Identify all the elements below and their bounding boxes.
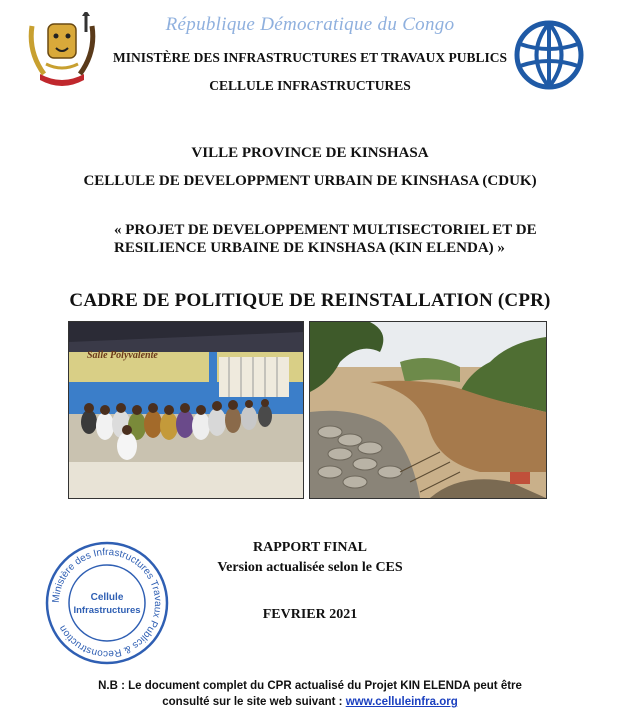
stamp-line2: Infrastructures	[73, 605, 141, 616]
footnote	[0, 678, 620, 710]
project-title-line2: RESILIENCE URBAINE DE KINSHASA (KIN ELENDA) »	[114, 240, 505, 256]
document-title: CADRE DE POLITIQUE DE REINSTALLATION (CPR)	[69, 290, 551, 311]
stamp-line1: Cellule	[90, 592, 124, 603]
date-label: FEVRIER 2021	[262, 607, 358, 622]
report-label: RAPPORT FINAL	[253, 540, 367, 555]
project-title-line1: « PROJET DE DEVELOPPEMENT MULTISECTORIEL ET DE	[114, 222, 537, 238]
ravine-erosion-photo	[309, 321, 547, 499]
cellule-heading: CELLULE INFRASTRUCTURES	[209, 78, 411, 93]
ministry-heading: MINISTÈRE DES INFRASTRUCTURES ET TRAVAUX PUBLICS	[113, 50, 507, 65]
cduk-heading: CELLULE DE DEVELOPPMENT URBAIN DE KINSHASA (CDUK)	[83, 173, 537, 189]
province-heading: VILLE PROVINCE DE KINSHASA	[191, 145, 429, 161]
cellule-infrastructures-stamp	[44, 540, 170, 666]
meeting-room-photo	[68, 321, 304, 499]
meeting-room-sign: Salle Polyvalente	[87, 350, 158, 361]
website-link[interactable]: www.celluleinfra.org	[345, 696, 458, 708]
footnote-line2	[0, 694, 620, 710]
version-label: Version actualisée selon le CES	[217, 560, 403, 575]
republic-heading: République Démocratique du Congo	[165, 14, 455, 35]
footnote-line2-prefix: consulté sur le site web suivant :	[162, 696, 346, 708]
project-title	[114, 221, 564, 257]
stamp-outer-text: Ministère des Infrastructures Travaux Publics & Reconstruction	[50, 546, 164, 660]
footnote-line1: N.B : Le document complet du CPR actualisé du Projet KIN ELENDA peut être	[98, 680, 522, 692]
